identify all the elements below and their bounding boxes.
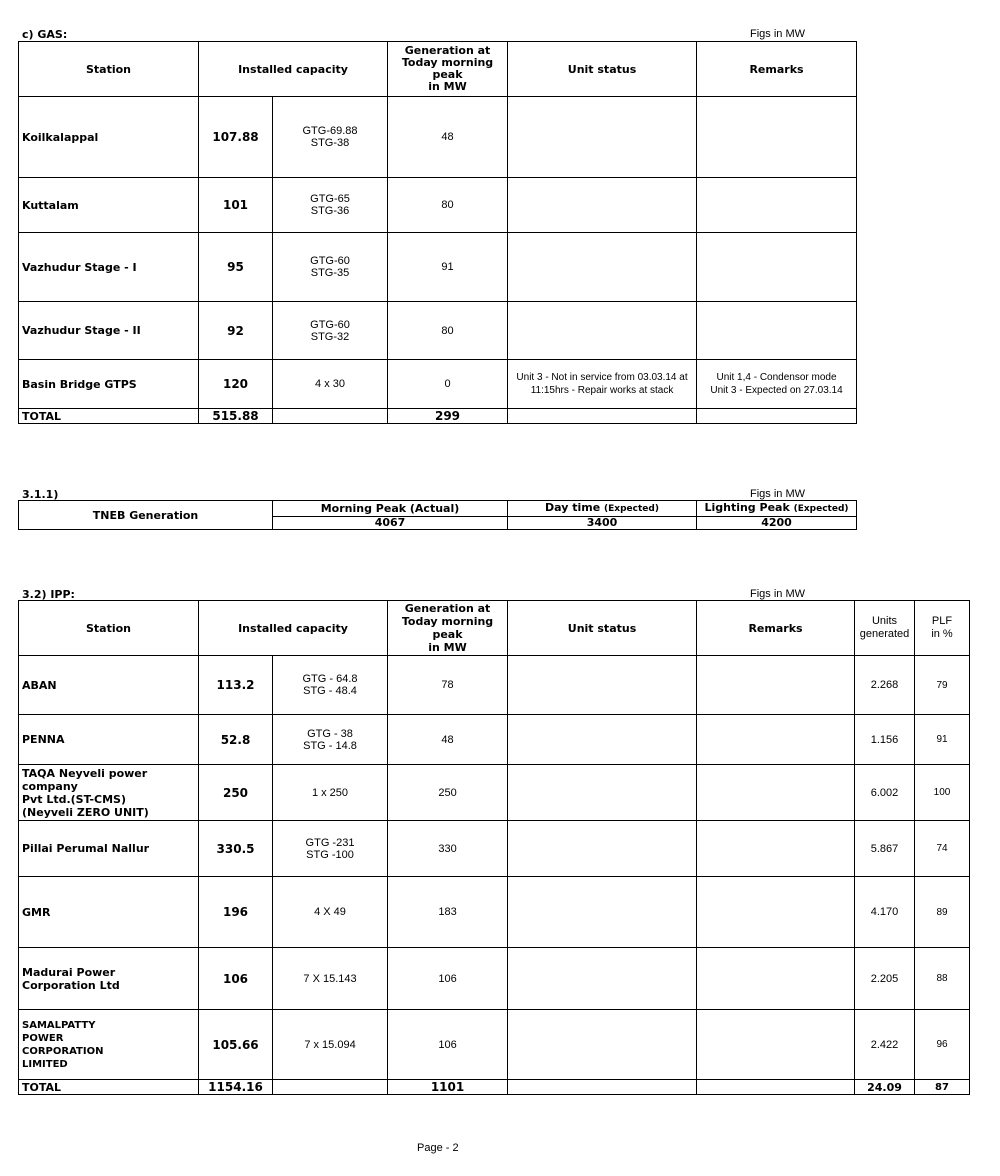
unit-breakdown: 4 X 49 — [273, 877, 388, 948]
generation-value: 330 — [388, 821, 508, 877]
unit-breakdown: GTG-69.88 STG-38 — [273, 97, 388, 178]
installed-capacity: 330.5 — [199, 821, 273, 877]
installed-capacity: 92 — [199, 302, 273, 360]
unit-breakdown: GTG -231 STG -100 — [273, 821, 388, 877]
tneb-day-suffix: (Expected) — [604, 504, 659, 514]
station-name: Koilkalappal — [19, 97, 199, 178]
station-name: Basin Bridge GTPS — [19, 360, 199, 409]
plf-value: 100 — [915, 765, 970, 821]
table-row — [19, 948, 970, 1010]
generation-value: 78 — [388, 656, 508, 715]
tneb-day-label: Day time — [545, 501, 601, 514]
tneb-lighting-header — [697, 501, 857, 517]
generation-value: 106 — [388, 1010, 508, 1080]
gas-caption: c) GAS: — [22, 28, 68, 41]
ipp-header-installed: Installed capacity — [199, 601, 388, 656]
unit-breakdown: GTG - 38 STG - 14.8 — [273, 715, 388, 765]
remarks — [697, 715, 855, 765]
station-name: Vazhudur Stage - I — [19, 233, 199, 302]
gas-header-remarks: Remarks — [697, 42, 857, 97]
remarks — [697, 948, 855, 1010]
ipp-caption: 3.2) IPP: — [22, 588, 75, 601]
generation-value: 80 — [388, 302, 508, 360]
installed-capacity: 113.2 — [199, 656, 273, 715]
generation-value: 48 — [388, 97, 508, 178]
tneb-lighting-value: 4200 — [697, 517, 857, 530]
tneb-caption: 3.1.1) — [22, 488, 59, 501]
plf-value: 96 — [915, 1010, 970, 1080]
station-name: Kuttalam — [19, 178, 199, 233]
total-label: TOTAL — [19, 1080, 199, 1095]
station-name: Pillai Perumal Nallur — [19, 821, 199, 877]
remarks — [697, 97, 857, 178]
table-row — [19, 877, 970, 948]
table-row — [19, 821, 970, 877]
remarks — [697, 821, 855, 877]
ipp-total-row — [19, 1080, 970, 1095]
station-name: Vazhudur Stage - II — [19, 302, 199, 360]
tneb-label: TNEB Generation — [19, 501, 273, 530]
gas-total-row — [19, 409, 857, 424]
station-name: TAQA Neyveli power company Pvt Ltd.(ST-CMS) (Neyveli ZERO UNIT) — [19, 765, 199, 821]
gas-header-unit-status: Unit status — [508, 42, 697, 97]
table-row — [19, 765, 970, 821]
remarks — [697, 178, 857, 233]
unit-status — [508, 821, 697, 877]
plf-value: 91 — [915, 715, 970, 765]
plf-value: 89 — [915, 877, 970, 948]
gas-figs-unit: Figs in MW — [750, 28, 805, 40]
table-row — [19, 302, 857, 360]
generation-value: 250 — [388, 765, 508, 821]
tneb-lighting-suffix: (Expected) — [793, 504, 849, 514]
ipp-header-unit-status: Unit status — [508, 601, 697, 656]
page-number: Page - 2 — [417, 1142, 459, 1154]
installed-capacity: 106 — [199, 948, 273, 1010]
gas-header-generation: Generation at Today morning peak in MW — [388, 42, 508, 97]
unit-status — [508, 715, 697, 765]
remarks — [697, 233, 857, 302]
ipp-figs-unit: Figs in MW — [750, 588, 805, 600]
unit-breakdown: GTG-65 STG-36 — [273, 178, 388, 233]
tneb-lighting-label: Lighting Peak — [704, 501, 790, 514]
gas-header-station: Station — [19, 42, 199, 97]
unit-breakdown: 1 x 250 — [273, 765, 388, 821]
table-row — [19, 233, 857, 302]
unit-status — [508, 1010, 697, 1080]
units-generated: 5.867 — [855, 821, 915, 877]
tneb-day-header — [508, 501, 697, 517]
installed-capacity: 52.8 — [199, 715, 273, 765]
unit-status — [508, 877, 697, 948]
table-row — [19, 360, 857, 409]
ipp-header-units-generated: Units generated — [855, 601, 915, 656]
remarks — [697, 656, 855, 715]
ipp-header-station: Station — [19, 601, 199, 656]
total-capacity: 1154.16 — [199, 1080, 273, 1095]
plf-value: 79 — [915, 656, 970, 715]
installed-capacity: 120 — [199, 360, 273, 409]
station-name: SAMALPATTY POWER CORPORATION LIMITED — [19, 1010, 199, 1080]
table-row — [19, 97, 857, 178]
total-label: TOTAL — [19, 409, 199, 424]
unit-status — [508, 302, 697, 360]
ipp-header-row — [19, 601, 970, 656]
total-generation: 299 — [388, 409, 508, 424]
unit-status — [508, 765, 697, 821]
unit-status — [508, 233, 697, 302]
tneb-morning-value: 4067 — [273, 517, 508, 530]
units-generated: 4.170 — [855, 877, 915, 948]
ipp-header-remarks: Remarks — [697, 601, 855, 656]
unit-breakdown: 7 X 15.143 — [273, 948, 388, 1010]
units-generated: 2.422 — [855, 1010, 915, 1080]
ipp-header-plf: PLF in % — [915, 601, 970, 656]
remarks — [697, 1010, 855, 1080]
tneb-morning-label: Morning Peak (Actual) — [273, 501, 508, 517]
installed-capacity: 105.66 — [199, 1010, 273, 1080]
total-units-generated: 24.09 — [855, 1080, 915, 1095]
table-row — [19, 178, 857, 233]
remarks: Unit 1,4 - Condensor mode Unit 3 - Expected on 27.03.14 — [697, 360, 857, 409]
tneb-figs-unit: Figs in MW — [750, 488, 805, 500]
station-name: GMR — [19, 877, 199, 948]
total-plf: 87 — [915, 1080, 970, 1095]
units-generated: 6.002 — [855, 765, 915, 821]
table-row — [19, 656, 970, 715]
units-generated: 1.156 — [855, 715, 915, 765]
ipp-header-generation: Generation at Today morning peak in MW — [388, 601, 508, 656]
station-name: Madurai Power Corporation Ltd — [19, 948, 199, 1010]
plf-value: 88 — [915, 948, 970, 1010]
tneb-header-row — [19, 501, 857, 517]
tneb-day-value: 3400 — [508, 517, 697, 530]
remarks — [697, 302, 857, 360]
remarks — [697, 765, 855, 821]
units-generated: 2.268 — [855, 656, 915, 715]
installed-capacity: 107.88 — [199, 97, 273, 178]
total-generation: 1101 — [388, 1080, 508, 1095]
unit-status — [508, 656, 697, 715]
unit-breakdown: 4 x 30 — [273, 360, 388, 409]
generation-value: 106 — [388, 948, 508, 1010]
unit-status — [508, 948, 697, 1010]
unit-breakdown: GTG - 64.8 STG - 48.4 — [273, 656, 388, 715]
unit-breakdown: GTG-60 STG-35 — [273, 233, 388, 302]
units-generated: 2.205 — [855, 948, 915, 1010]
installed-capacity: 101 — [199, 178, 273, 233]
plf-value: 74 — [915, 821, 970, 877]
unit-status: Unit 3 - Not in service from 03.03.14 at 11:15hrs - Repair works at stack — [508, 360, 697, 409]
total-capacity: 515.88 — [199, 409, 273, 424]
installed-capacity: 95 — [199, 233, 273, 302]
unit-breakdown: 7 x 15.094 — [273, 1010, 388, 1080]
unit-breakdown: GTG-60 STG-32 — [273, 302, 388, 360]
station-name: ABAN — [19, 656, 199, 715]
generation-value: 91 — [388, 233, 508, 302]
generation-value: 48 — [388, 715, 508, 765]
installed-capacity: 250 — [199, 765, 273, 821]
gas-header-installed: Installed capacity — [199, 42, 388, 97]
table-row — [19, 715, 970, 765]
installed-capacity: 196 — [199, 877, 273, 948]
gas-header-row — [19, 42, 857, 97]
unit-status — [508, 178, 697, 233]
gas-table — [18, 41, 857, 424]
generation-value: 0 — [388, 360, 508, 409]
remarks — [697, 877, 855, 948]
generation-value: 80 — [388, 178, 508, 233]
ipp-table — [18, 600, 970, 1095]
station-name: PENNA — [19, 715, 199, 765]
table-row — [19, 1010, 970, 1080]
generation-value: 183 — [388, 877, 508, 948]
unit-status — [508, 97, 697, 178]
tneb-table — [18, 500, 857, 530]
